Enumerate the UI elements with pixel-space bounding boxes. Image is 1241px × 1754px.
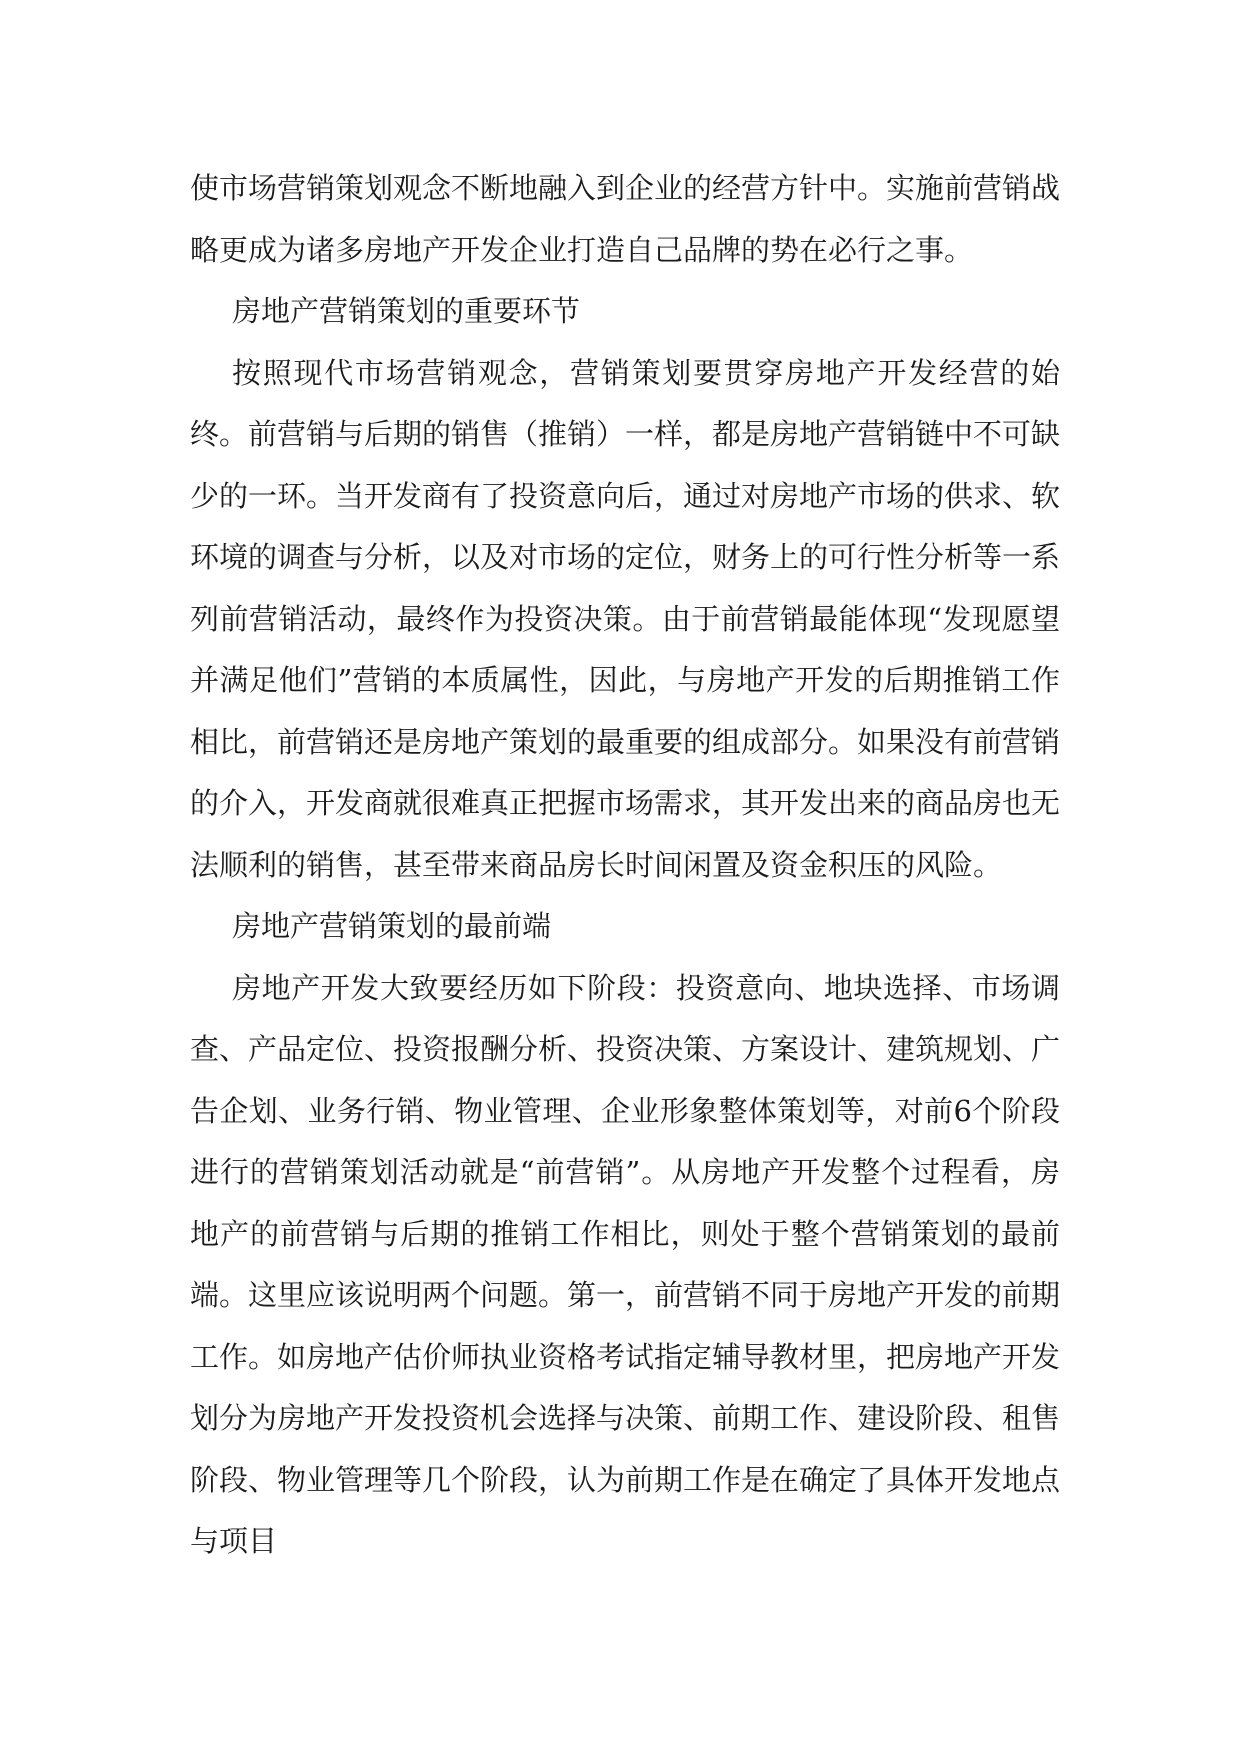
- paragraph-continuation: 使市场营销策划观念不断地融入到企业的经营方针中。实施前营销战略更成为诸多房地产开发企业打造自己品牌的势在必行之事。: [190, 171, 1061, 267]
- section-heading-front-end: 房地产营销策划的最前端: [232, 909, 552, 943]
- section-heading-key-link: 房地产营销策划的重要环节: [232, 294, 581, 328]
- paragraph-front-end: 房地产开发大致要经历如下阶段：投资意向、地块选择、市场调查、产品定位、投资报酬分析、投资决策、方案设计、建筑规划、广告企划、业务行销、物业管理、企业形象整体策划等，对前6个阶段进行的营销策划活动就是“前营销”。从房地产开发整个过程看，房地产的前营销与后期的推销工作相比，则处于整个营销策划的最前端。这里应该说明两个问题。第一，前营销不同于房地产开发的前期工作。如房地产估价师执业资格考试指定辅导教材里，把房地产开发划分为房地产开发投资机会选择与决策、前期工作、建设阶段、租售阶段、物业管理等几个阶段，认为前期工作是在确定了具体开发地点与项目: [190, 970, 1061, 1558]
- document-body: [190, 158, 1060, 1573]
- paragraph-key-link: 按照现代市场营销观念，营销策划要贯穿房地产开发经营的始终。前营销与后期的销售（推销）一样，都是房地产营销链中不可缺少的一环。当开发商有了投资意向后，通过对房地产市场的供求、软环境的调查与分析，以及对市场的定位，财务上的可行性分析等一系列前营销活动，最终作为投资决策。由于前营销最能体现“发现愿望并满足他们”营销的本质属性，因此，与房地产开发的后期推销工作相比，前营销还是房地产策划的最重要的组成部分。如果没有前营销的介入，开发商就很难真正把握市场需求，其开发出来的商品房也无法顺利的销售，甚至带来商品房长时间闲置及资金积压的风险。: [190, 355, 1061, 882]
